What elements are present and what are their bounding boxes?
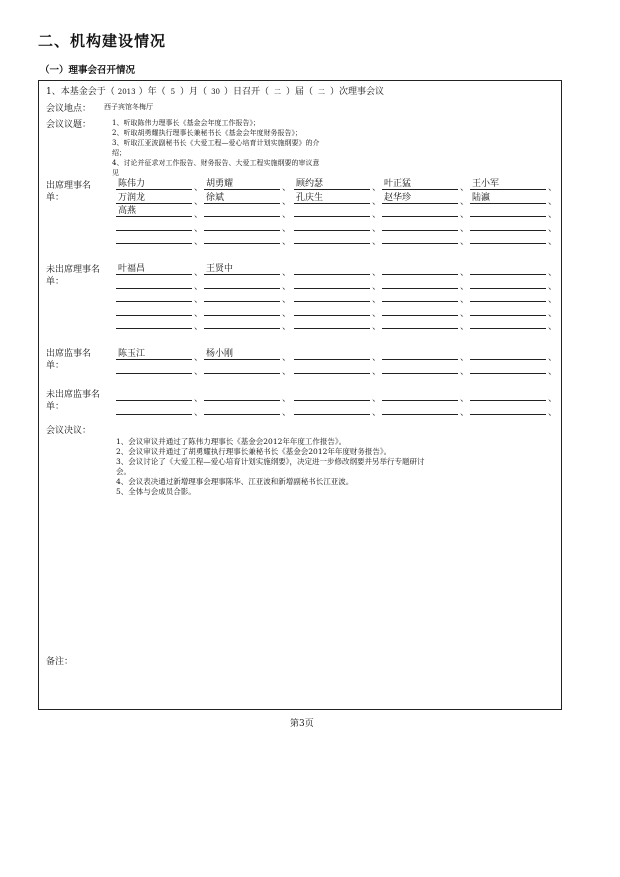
name-slot [294, 349, 370, 360]
name-slot [382, 220, 458, 231]
location-value: 西子宾馆冬梅厅 [104, 103, 153, 111]
name-separator: 、 [282, 223, 292, 234]
name-separator: 、 [194, 322, 204, 332]
name-separator: 、 [548, 353, 558, 363]
name-slot [470, 206, 546, 217]
present-directors-label: 出席理事名 单： [46, 181, 92, 203]
subsection-title: （一）理事会召开情况 [40, 65, 136, 76]
name-slot [204, 305, 280, 316]
name-separator: 、 [282, 196, 292, 207]
name-slot [204, 363, 280, 374]
name-separator: 、 [460, 183, 470, 193]
name-separator: 、 [372, 367, 382, 377]
agenda-item: 2、听取胡勇耀执行理事长兼秘书长《基金会年度财务报告》； [112, 129, 302, 137]
meeting-year: 2013 [117, 88, 136, 96]
name-slot: 陈玉江 [116, 349, 192, 360]
agenda-item: 见 [112, 169, 119, 177]
name-separator: 、 [460, 268, 470, 278]
name-slot [470, 305, 546, 316]
absent-directors-label: 未出席理事名 单： [46, 265, 101, 287]
name-separator: 、 [194, 223, 204, 234]
name-separator: 、 [282, 394, 292, 404]
name-separator: 、 [372, 408, 382, 418]
name-separator: 、 [548, 308, 558, 319]
resolution-list [116, 437, 425, 497]
name-separator: 、 [194, 308, 204, 319]
name-slot: 陆瀛 [470, 193, 546, 204]
name-separator: 、 [548, 237, 558, 247]
name-slot [382, 305, 458, 316]
name-separator: 、 [460, 367, 470, 377]
name-separator: 、 [460, 196, 470, 207]
agenda-item: 4、讨论并征求对工作报告、财务报告、大爱工程实施纲要的审议意 [112, 159, 320, 167]
resolution-item: 4、会议表决通过新增理事会理事陈华、江亚波和新增副秘书长江亚波。 [116, 477, 354, 486]
name-separator: 、 [460, 237, 470, 247]
agenda-item: 3、听取江亚波副秘书长《大爱工程—爱心培育计划实施纲要》的介 [112, 139, 320, 147]
name-separator: 、 [460, 281, 470, 292]
name-slot [116, 291, 192, 302]
name-separator: 、 [548, 183, 558, 193]
name-slot [116, 390, 192, 401]
name-slot [294, 264, 370, 275]
resolution-label: 会议决议： [46, 426, 92, 436]
name-separator: 、 [372, 353, 382, 363]
name-slot [204, 278, 280, 289]
meeting-sitting: 二 [318, 88, 326, 96]
name-separator: 、 [282, 281, 292, 292]
name-slot [382, 318, 458, 329]
name-slot [294, 206, 370, 217]
name-separator: 、 [194, 367, 204, 377]
name-separator: 、 [460, 308, 470, 319]
absent-supervisors-label: 未出席监事名 单： [46, 390, 101, 412]
name-slot [382, 349, 458, 360]
name-slot: 赵华珍 [382, 193, 458, 204]
name-slot [204, 404, 280, 415]
name-separator: 、 [194, 196, 204, 207]
name-separator: 、 [460, 295, 470, 305]
meeting-day: 30 [211, 88, 220, 96]
name-slot [382, 278, 458, 289]
resolution-item: 2、会议审议并通过了胡勇耀执行理事长兼秘书长《基金会2012年年度财务报告》。 [116, 447, 392, 456]
name-separator: 、 [282, 295, 292, 305]
name-separator: 、 [372, 223, 382, 234]
name-separator: 、 [460, 210, 470, 220]
name-slot [382, 233, 458, 244]
name-separator: 、 [282, 367, 292, 377]
agenda-list [112, 118, 319, 178]
location-label: 会议地点： [46, 104, 92, 114]
agenda-item: 绍； [112, 149, 126, 157]
name-slot: 顾约瑟 [294, 179, 370, 190]
name-separator: 、 [548, 196, 558, 207]
name-slot [294, 291, 370, 302]
name-separator: 、 [372, 322, 382, 332]
name-slot [116, 404, 192, 415]
name-slot: 杨小刚 [204, 349, 280, 360]
page-number: 第3页 [290, 719, 314, 729]
name-separator: 、 [548, 322, 558, 332]
name-separator: 、 [194, 353, 204, 363]
name-slot [116, 233, 192, 244]
name-separator: 、 [282, 408, 292, 418]
name-slot [294, 404, 370, 415]
resolution-item: 3、会议讨论了《大爱工程—爱心培育计划实施纲要》，决定进一步修改纲要并另举行专题研讨 [116, 457, 425, 466]
name-slot: 叶正猛 [382, 179, 458, 190]
resolution-item: 会。 [116, 467, 131, 476]
name-separator: 、 [548, 408, 558, 418]
name-separator: 、 [372, 183, 382, 193]
name-slot [116, 318, 192, 329]
name-slot: 叶福昌 [116, 264, 192, 275]
name-separator: 、 [194, 237, 204, 247]
name-separator: 、 [372, 210, 382, 220]
section-title: 二、机构建设情况 [38, 32, 167, 50]
name-separator: 、 [194, 183, 204, 193]
name-separator: 、 [372, 237, 382, 247]
meeting-session: 二 [274, 88, 281, 96]
resolution-item: 1、会议审议并通过了陈伟力理事长《基金会2012年年度工作报告》。 [116, 437, 347, 446]
name-slot [470, 318, 546, 329]
name-separator: 、 [372, 281, 382, 292]
name-slot [470, 349, 546, 360]
name-slot [470, 278, 546, 289]
name-separator: 、 [194, 281, 204, 292]
meeting-line: 1、本基金会于（ 2013 ）年（ 5 ）月（ 30 ）日召开（ 二 ）届（ 二 ）次理事会议 [46, 87, 385, 97]
name-separator: 、 [460, 394, 470, 404]
name-separator: 、 [548, 223, 558, 234]
agenda-item: 1、听取陈伟力理事长《基金会年度工作报告》； [112, 119, 260, 127]
name-separator: 、 [194, 295, 204, 305]
name-slot [204, 390, 280, 401]
name-slot [382, 206, 458, 217]
name-separator: 、 [282, 183, 292, 193]
name-slot [204, 220, 280, 231]
name-slot [470, 220, 546, 231]
name-separator: 、 [372, 308, 382, 319]
name-slot [116, 305, 192, 316]
name-slot [204, 291, 280, 302]
name-slot [116, 363, 192, 374]
name-slot [470, 264, 546, 275]
name-slot [204, 318, 280, 329]
name-separator: 、 [282, 308, 292, 319]
name-separator: 、 [548, 394, 558, 404]
name-slot [470, 363, 546, 374]
name-slot [294, 318, 370, 329]
name-slot [382, 363, 458, 374]
name-separator: 、 [282, 322, 292, 332]
agenda-label: 会议议题： [46, 120, 92, 130]
notes-label: 备注： [46, 657, 74, 667]
name-slot: 王小军 [470, 179, 546, 190]
name-separator: 、 [548, 210, 558, 220]
name-separator: 、 [194, 268, 204, 278]
name-slot [382, 264, 458, 275]
name-slot [294, 390, 370, 401]
meeting-month: 5 [170, 88, 176, 96]
name-slot [294, 220, 370, 231]
name-slot: 徐斌 [204, 193, 280, 204]
name-slot [116, 220, 192, 231]
name-separator: 、 [372, 295, 382, 305]
name-separator: 、 [548, 268, 558, 278]
name-slot [204, 206, 280, 217]
name-slot [382, 390, 458, 401]
name-slot [294, 233, 370, 244]
name-separator: 、 [282, 237, 292, 247]
name-slot [382, 291, 458, 302]
name-separator: 、 [548, 295, 558, 305]
name-slot [470, 390, 546, 401]
name-separator: 、 [548, 367, 558, 377]
name-slot [294, 278, 370, 289]
name-separator: 、 [282, 353, 292, 363]
name-separator: 、 [282, 210, 292, 220]
name-slot [470, 291, 546, 302]
name-separator: 、 [372, 196, 382, 207]
name-slot [470, 233, 546, 244]
name-slot: 陈伟力 [116, 179, 192, 190]
name-separator: 、 [372, 394, 382, 404]
name-slot [294, 305, 370, 316]
name-slot [204, 233, 280, 244]
resolution-item: 5、全体与会成员合影。 [116, 487, 196, 496]
name-separator: 、 [282, 268, 292, 278]
name-separator: 、 [460, 223, 470, 234]
name-separator: 、 [548, 281, 558, 292]
name-separator: 、 [372, 268, 382, 278]
name-slot [116, 278, 192, 289]
name-separator: 、 [194, 394, 204, 404]
present-supervisors-label: 出席监事名 单： [46, 349, 92, 371]
name-slot: 王贤中 [204, 264, 280, 275]
name-slot [470, 404, 546, 415]
name-separator: 、 [460, 353, 470, 363]
name-slot: 胡勇耀 [204, 179, 280, 190]
name-slot [294, 363, 370, 374]
name-slot: 高燕 [116, 206, 192, 217]
name-separator: 、 [194, 210, 204, 220]
name-separator: 、 [194, 408, 204, 418]
name-slot [382, 404, 458, 415]
name-slot: 孔庆生 [294, 193, 370, 204]
name-separator: 、 [460, 408, 470, 418]
name-separator: 、 [460, 322, 470, 332]
name-slot: 万润龙 [116, 193, 192, 204]
